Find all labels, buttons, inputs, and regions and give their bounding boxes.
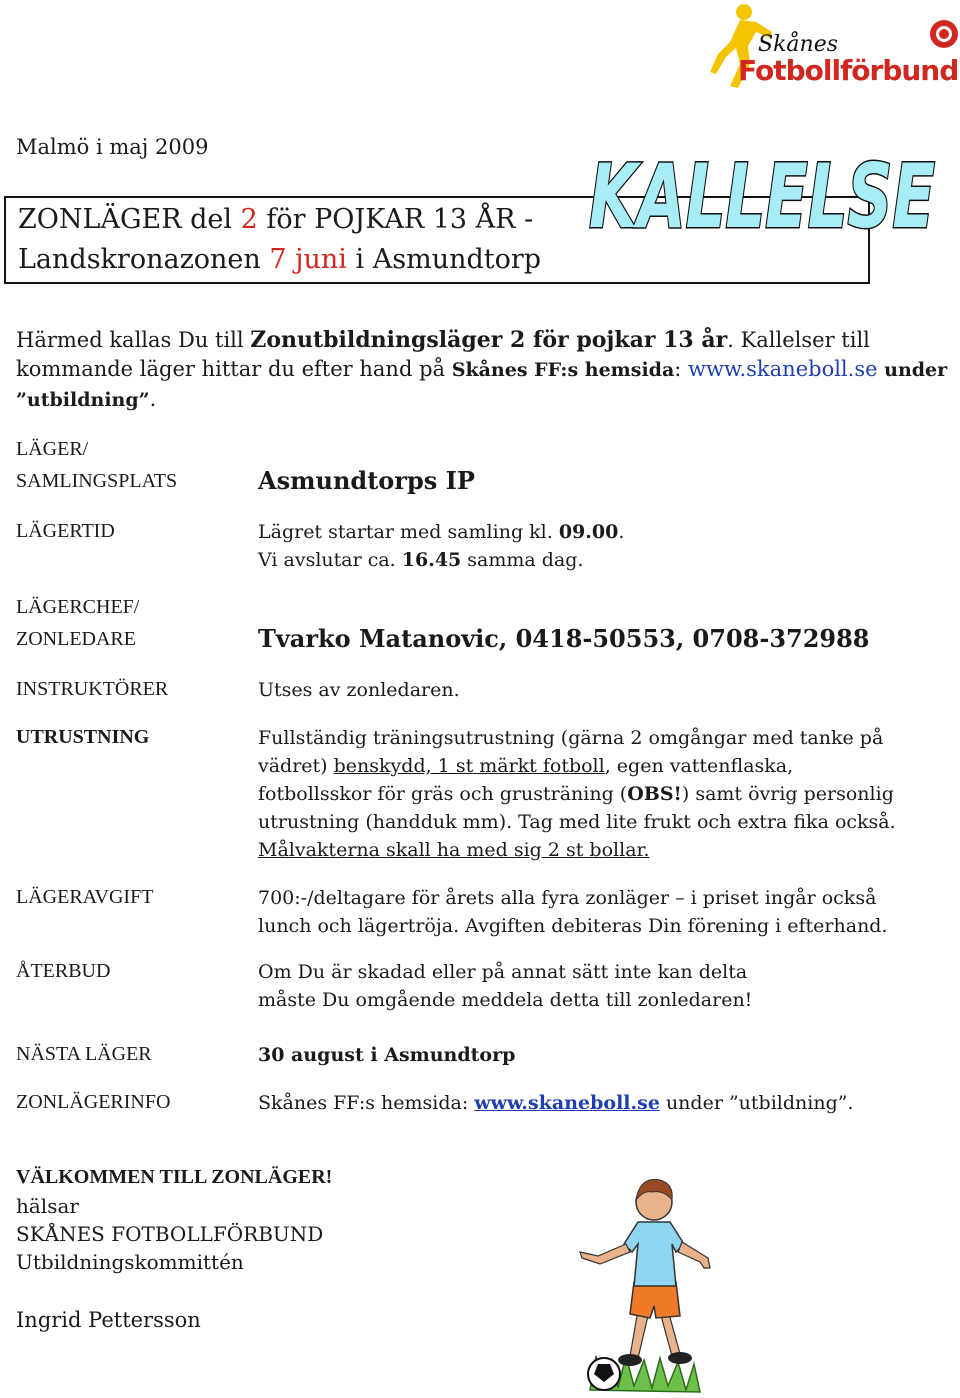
logo-text-small: Skånes (758, 32, 838, 57)
label-lagerchef: LÄGERCHEF/ (16, 596, 140, 618)
lagertid-text: Vi avslutar ca. (258, 549, 402, 571)
utrustning-text: ) samt övrig personlig (681, 783, 894, 805)
utrustning-text: , egen vattenflaska, (604, 755, 794, 777)
value-lageravgift (258, 884, 888, 940)
intro-text: under (877, 359, 948, 381)
utrustning-line (258, 780, 896, 808)
title-text: för POJKAR 13 ÅR - (257, 204, 534, 235)
zonlagerinfo-link[interactable]: www.skaneboll.se (474, 1092, 660, 1114)
title-date: 7 juni (269, 244, 347, 275)
title-line-2 (18, 244, 541, 275)
lagertid-start (258, 518, 624, 546)
utrustning-text: vädret) (258, 755, 334, 777)
kallelse-wordart (584, 145, 944, 245)
value-instruktorer: Utses av zonledaren. (258, 679, 460, 701)
greeting-line: hälsar (16, 1194, 79, 1218)
lageravgift-line: 700:-/deltagare för årets alla fyra zonläger – i priset ingår också (258, 887, 877, 909)
welcome-line: VÄLKOMMEN TILL ZONLÄGER! (16, 1166, 333, 1188)
org-line: SKÅNES FOTBOLLFÖRBUND (16, 1222, 324, 1246)
intro-link[interactable]: www.skaneboll.se (688, 357, 878, 381)
lagertid-text: Lägret startar med samling kl. (258, 521, 559, 543)
utrustning-goalkeepers: Målvakterna skall ha med sig 2 st bollar. (258, 839, 650, 861)
intro-line-3 (16, 385, 936, 415)
label-lager: LÄGER/ (16, 438, 89, 460)
lagertid-text: . (618, 521, 625, 543)
utrustning-text: fotbollsskor för gräs och grusträning ( (258, 783, 628, 805)
label-zonledare: ZONLEDARE (16, 628, 136, 650)
utrustning-required: benskydd, 1 st märkt fotboll (333, 755, 605, 777)
logo-text-big: Fotbollförbund (738, 54, 959, 87)
label-lagertid: LÄGERTID (16, 520, 115, 542)
intro-text: : (674, 357, 689, 381)
intro-camp-name: Zonutbildningsläger 2 för pojkar 13 år (250, 327, 728, 353)
lageravgift-line: lunch och lägertröja. Avgiften debiteras Din förening i efterhand. (258, 915, 888, 937)
value-aterbud (258, 958, 752, 1014)
title-line-1 (18, 204, 533, 235)
title-part-number: 2 (240, 204, 258, 235)
lagertid-start-time: 09.00 (558, 521, 619, 543)
label-samlingsplats: SAMLINGSPLATS (16, 470, 178, 492)
intro-paragraph (16, 326, 948, 415)
lagertid-end-time: 16.45 (401, 549, 462, 571)
label-zonlagerinfo: ZONLÄGERINFO (16, 1091, 171, 1113)
intro-text: kommande läger hittar du efter hand på (16, 357, 452, 381)
zonlagerinfo-text: under ”utbildning”. (659, 1092, 854, 1114)
intro-text: Härmed kallas Du till (16, 328, 251, 352)
intro-line-2 (16, 355, 948, 385)
title-zone: Landskronazonen (18, 244, 270, 275)
intro-site-name: Skånes FF:s hemsida (451, 359, 675, 381)
lagertid-end (258, 546, 624, 574)
utrustning-line: utrustning (handduk mm). Tag med lite frukt och extra fika också. (258, 811, 896, 833)
aterbud-line: måste Du omgående meddela detta till zonledaren! (258, 989, 753, 1011)
utrustning-obs: OBS! (627, 783, 682, 805)
lagertid-text: samma dag. (461, 549, 584, 571)
value-lagertid (258, 518, 624, 574)
sff-logo (700, 2, 958, 92)
value-samlingsplats: Asmundtorps IP (258, 466, 475, 495)
intro-section: ”utbildning” (16, 389, 150, 411)
value-zonledare: Tvarko Matanovic, 0418-50553, 0708-372988 (258, 624, 870, 653)
label-instruktorer: INSTRUKTÖRER (16, 678, 169, 700)
kallelse-text: KALLELSE (589, 145, 935, 245)
label-nasta-lager: NÄSTA LÄGER (16, 1043, 152, 1065)
value-zonlagerinfo (258, 1089, 853, 1117)
utrustning-line: Fullständig träningsutrustning (gärna 2 omgångar med tanke på (258, 727, 884, 749)
signature-line: Ingrid Pettersson (16, 1308, 201, 1332)
zonlagerinfo-text: Skånes FF:s hemsida: (258, 1092, 475, 1114)
value-nasta-lager: 30 august i Asmundtorp (258, 1044, 516, 1066)
intro-line-1 (16, 326, 936, 355)
football-player-illustration (560, 1160, 720, 1398)
committee-line: Utbildningskommittén (16, 1250, 244, 1274)
label-utrustning: UTRUSTNING (16, 726, 150, 748)
title-text: ZONLÄGER del (18, 204, 241, 235)
label-lageravgift: LÄGERAVGIFT (16, 886, 154, 908)
value-utrustning (258, 724, 896, 864)
utrustning-line (258, 752, 896, 780)
intro-text: . Kallelser till (727, 328, 870, 352)
intro-text: . (149, 387, 157, 411)
date-line: Malmö i maj 2009 (16, 135, 209, 159)
title-place: i Asmundtorp (346, 244, 542, 275)
aterbud-line: Om Du är skadad eller på annat sätt inte kan delta (258, 961, 748, 983)
label-aterbud: ÅTERBUD (16, 960, 111, 982)
